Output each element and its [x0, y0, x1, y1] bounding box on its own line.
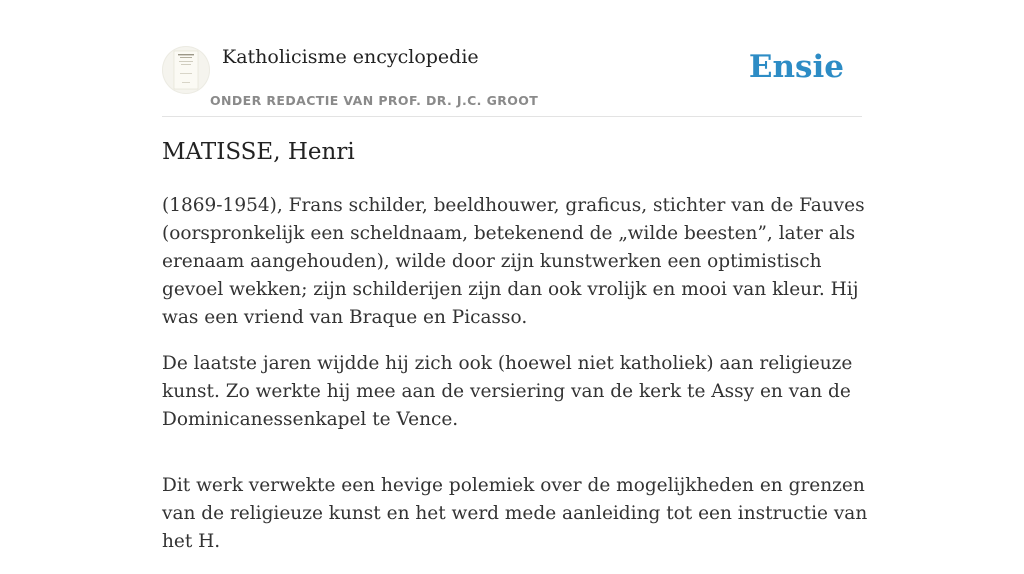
entry-body — [162, 192, 868, 574]
encyclopedia-title[interactable]: Katholicisme encyclopedie — [222, 46, 479, 68]
editor-line: ONDER REDACTIE VAN PROF. DR. J.C. GROOT — [210, 93, 539, 108]
ensie-logo[interactable]: Ensie — [748, 49, 844, 85]
book-cover-icon[interactable] — [162, 46, 210, 94]
entry-paragraph: De laatste jaren wijdde hij zich ook (hoewel niet katholiek) aan religieuze kunst. Zo werkte hij mee aan de versiering van de kerk te Assy en van de Dominicanessenkapel te Vence. — [162, 353, 853, 430]
site-header — [162, 40, 862, 117]
entry-paragraph: Dit werk verwekte een hevige polemiek over de mogelijkheden en grenzen van de religieuze kunst en het werd mede aanleiding tot een instructie van het H. — [162, 475, 868, 552]
entry-paragraph: (1869-1954), Frans schilder, beeldhouwer, graficus, stichter van de Fauves (oorspronkelijk een scheldnaam, betekenend de „wilde beesten”, later als erenaam aangehouden), wilde door zijn kunstwerken een optimistisch gevoel wekken; zijn schilderijen zijn dan ook vrolijk en mooi van kleur. Hij was een vriend van Braque en Picasso. — [162, 195, 865, 328]
entry-title: MATISSE, Henri — [162, 139, 355, 165]
